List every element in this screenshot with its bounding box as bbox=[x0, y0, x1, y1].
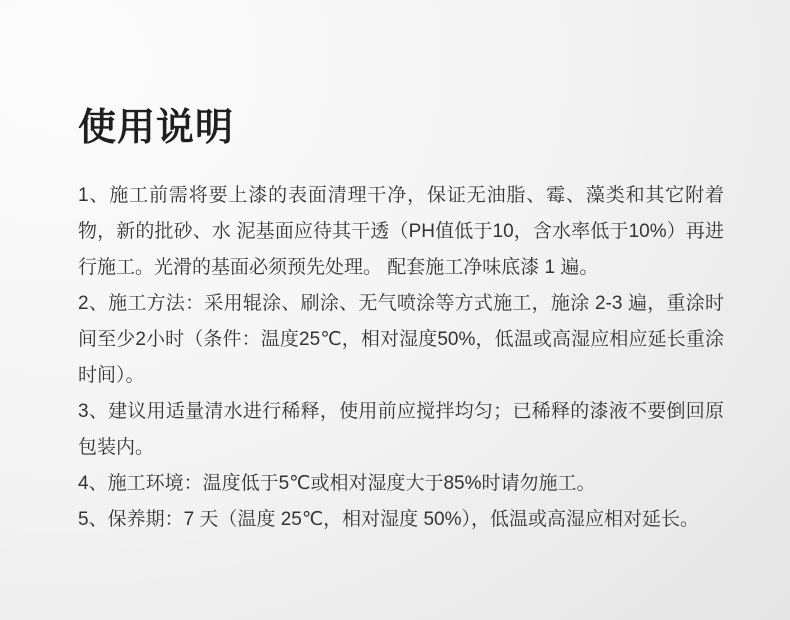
instruction-item-2: 2、施工方法：采用辊涂、刷涂、无气喷涂等方式施工，施涂 2-3 遍，重涂时间至少2小时（条件：温度25℃，相对湿度50%，低温或高湿应相应延长重涂时间）。 bbox=[78, 293, 724, 386]
instructions-list bbox=[78, 178, 724, 538]
instruction-item-3: 3、建议用适量清水进行稀释，使用前应搅拌均匀；已稀释的漆液不要倒回原包装内。 bbox=[78, 401, 724, 458]
page-title: 使用说明 bbox=[78, 107, 235, 149]
instruction-item-5: 5、保养期：7 天（温度 25℃，相对湿度 50%），低温或高湿应相对延长。 bbox=[78, 509, 699, 530]
instruction-item-1: 1、施工前需将要上漆的表面清理干净，保证无油脂、霉、藻类和其它附着物，新的批砂、水 泥基面应待其干透（PH值低于10，含水率低于10%）再进行施工。光滑的基面必须预先处理。 配套施工净味底漆 1 遍。 bbox=[78, 185, 724, 278]
instruction-item-4: 4、施工环境：温度低于5℃或相对湿度大于85%时请勿施工。 bbox=[78, 473, 596, 494]
